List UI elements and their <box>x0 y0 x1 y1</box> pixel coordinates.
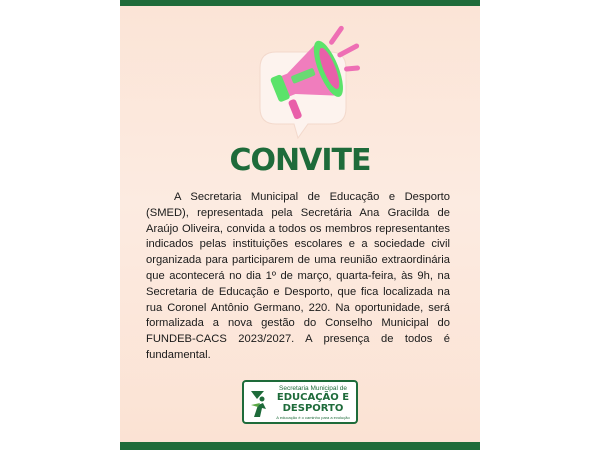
invitation-title: CONVITE <box>229 143 371 178</box>
top-accent-bar <box>120 0 480 6</box>
logo-line-3: DESPORTO <box>282 403 344 414</box>
bottom-accent-bar <box>120 442 480 450</box>
invitation-body-text: A Secretaria Municipal de Educação e Desporto (SMED), representada pela Secretária Ana Gracilda de Araújo Oliveira, convida a todos os membros representantes indicados pelas instituições escolares e a sociedade civil organizada para participarem de uma reunião extraordinária que acontecerá no dia 1º de março, quarta-feira, às 9h, na Secretaria de Educação e Desporto, que fica localizada na rua Coronel Antônio Germano, 220. Na oportunidade, será formalizada a nova gestão do Conselho Municipal do FUNDEB-CACS 2023/2027. A presença de todos é fundamental. <box>146 191 450 361</box>
figure-logo-icon <box>248 387 270 419</box>
logo-tagline: A educação é o caminho para a evolução <box>276 415 350 420</box>
invitation-card <box>120 0 480 450</box>
megaphone-icon <box>238 16 368 146</box>
logo-line-2: EDUCAÇÃO E <box>276 392 350 403</box>
logo-line-1: Secretaria Municipal de <box>279 385 347 392</box>
secretaria-logo <box>242 380 358 424</box>
